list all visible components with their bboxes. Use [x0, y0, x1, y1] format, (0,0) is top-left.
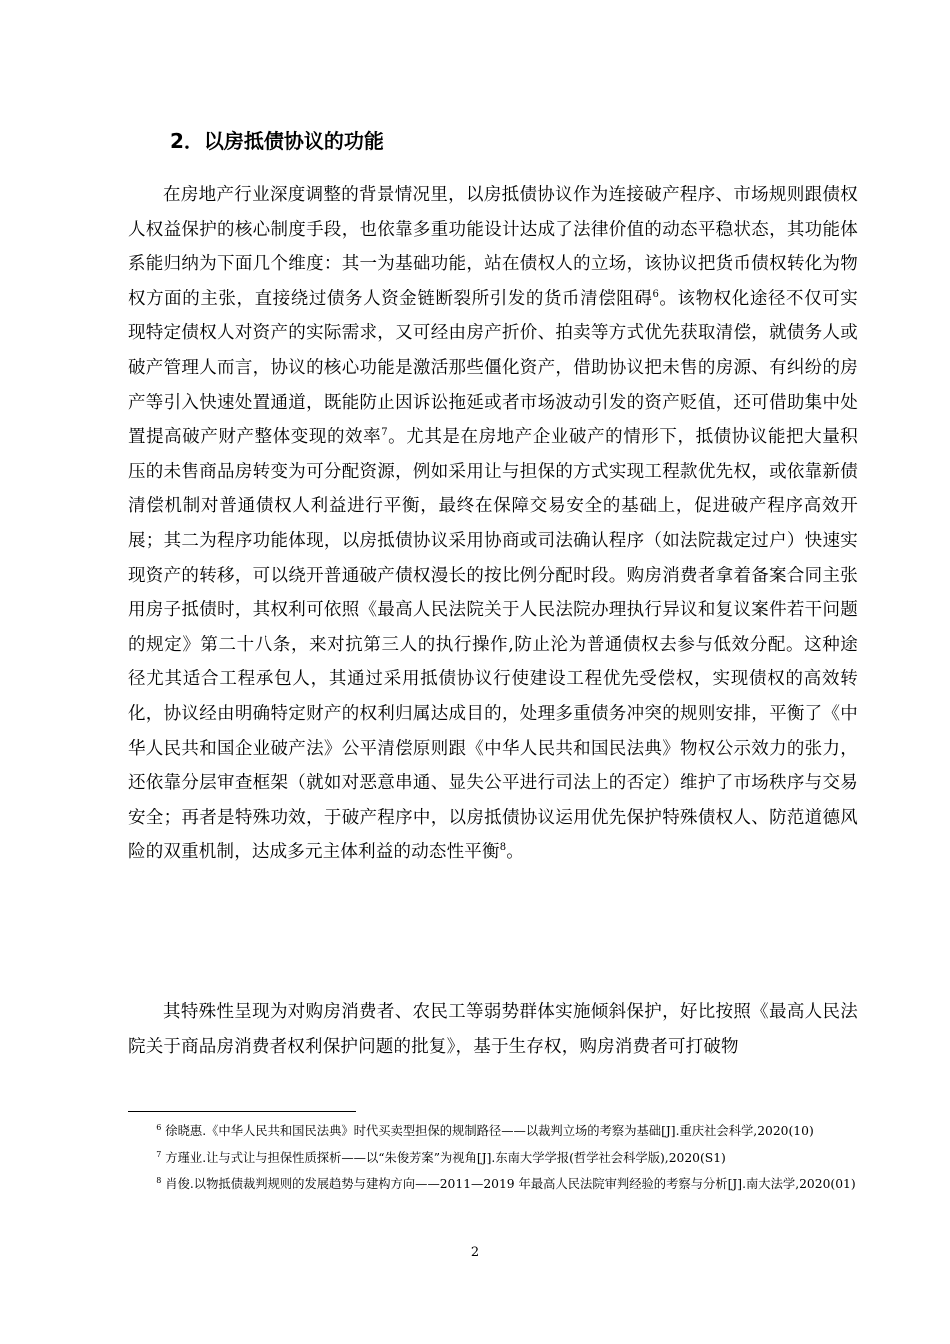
- paragraph-1: [128, 178, 858, 870]
- paragraph-1-text-b: 。该物权化途径不仅可实现特定债权人对资产的实际需求，又可经由房产折价、拍卖等方式优先获取清偿，就债务人或破产管理人而言，协议的核心功能是激活那些僵化资产，借助协议把未售的房源、有纠纷的房产等引入快速处置通道，既能防止因诉讼拖延或者市场波动引发的资产贬值，还可借助集中处置提高破产财产整体变现的效率: [128, 288, 858, 448]
- footnote-text: 方瑾业.让与式让与担保性质探析——以“朱俊芳案”为视角[J].东南大学学报(哲学社会科学版),2020(S1): [165, 1150, 726, 1165]
- footnote-ref-6[interactable]: 6: [652, 288, 660, 300]
- footnote-text: 肖俊.以物抵债裁判规则的发展趋势与建构方向——2011—2019 年最高人民法院审判经验的考察与分析[J].南大法学,2020(01): [165, 1177, 856, 1191]
- footnote-number: 7: [156, 1149, 162, 1159]
- footnote-separator: [128, 1111, 356, 1112]
- footnote-7: [128, 1147, 858, 1171]
- footnotes-section: [128, 1120, 858, 1200]
- footnote-number: 8: [156, 1175, 162, 1185]
- footnote-text: 徐晓惠.《中华人民共和国民法典》时代买卖型担保的规制路径——以裁判立场的考察为基础[J].重庆社会科学,2020(10): [165, 1124, 814, 1138]
- paragraph-1-text-a: 在房地产行业深度调整的背景情况里，以房抵债协议作为连接破产程序、市场规则跟债权人权益保护的核心制度手段，也依靠多重功能设计达成了法律价值的动态平稳状态，其功能体系能归纳为下面几个维度：其一为基础功能，站在债权人的立场，该协议把货币债权转化为物权方面的主张，直接绕过债务人资金链断裂所引发的货币清偿阻碍: [128, 185, 858, 309]
- paragraph-2: [128, 995, 858, 1064]
- paragraph-2-text: 其特殊性呈现为对购房消费者、农民工等弱势群体实施倾斜保护，好比按照《最高人民法院关于商品房消费者权利保护问题的批复》，基于生存权，购房消费者可打破物: [128, 1002, 858, 1057]
- section-heading: 2．以房抵债协议的功能: [170, 129, 384, 153]
- paragraph-1-text-d: 。: [506, 842, 524, 863]
- footnote-8: [128, 1173, 858, 1197]
- page-number: 2: [470, 1245, 480, 1260]
- footnote-number: 6: [156, 1122, 162, 1132]
- footnote-ref-8[interactable]: 8: [499, 842, 507, 854]
- footnote-6: [128, 1120, 858, 1144]
- paragraph-1-text-c: 。尤其是在房地产企业破产的情形下，抵债协议能把大量积压的未售商品房转变为可分配资源，例如采用让与担保的方式实现工程款优先权，或依靠新债清偿机制对普通债权人利益进行平衡，最终在保障交易安全的基础上，促进破产程序高效开展；其二为程序功能体现，以房抵债协议采用协商或司法确认程序（如法院裁定过户）快速实现资产的转移，可以绕开普通破产债权漫长的按比例分配时段。购房消费者拿着备案合同主张用房子抵债时，其权利可依照《最高人民法院关于人民法院办理执行异议和复议案件若干问题的规定》第二十八条，来对抗第三人的执行操作,防止沦为普通债权去参与低效分配。这种途径尤其适合工程承包人，其通过采用抵债协议行使建设工程优先受偿权，实现债权的高效转化，协议经由明确特定财产的权利归属达成目的，处理多重债务冲突的规则安排，平衡了《中华人民共和国企业破产法》公平清偿原则跟《中华人民共和国民法典》物权公示效力的张力，还依靠分层审查框架（就如对恶意串通、显失公平进行司法上的否定）维护了市场秩序与交易安全；再者是特殊功效，于破产程序中，以房抵债协议运用优先保护特殊债权人、防范道德风险的双重机制，达成多元主体利益的动态性平衡: [128, 427, 858, 863]
- footnote-ref-7[interactable]: 7: [381, 427, 388, 439]
